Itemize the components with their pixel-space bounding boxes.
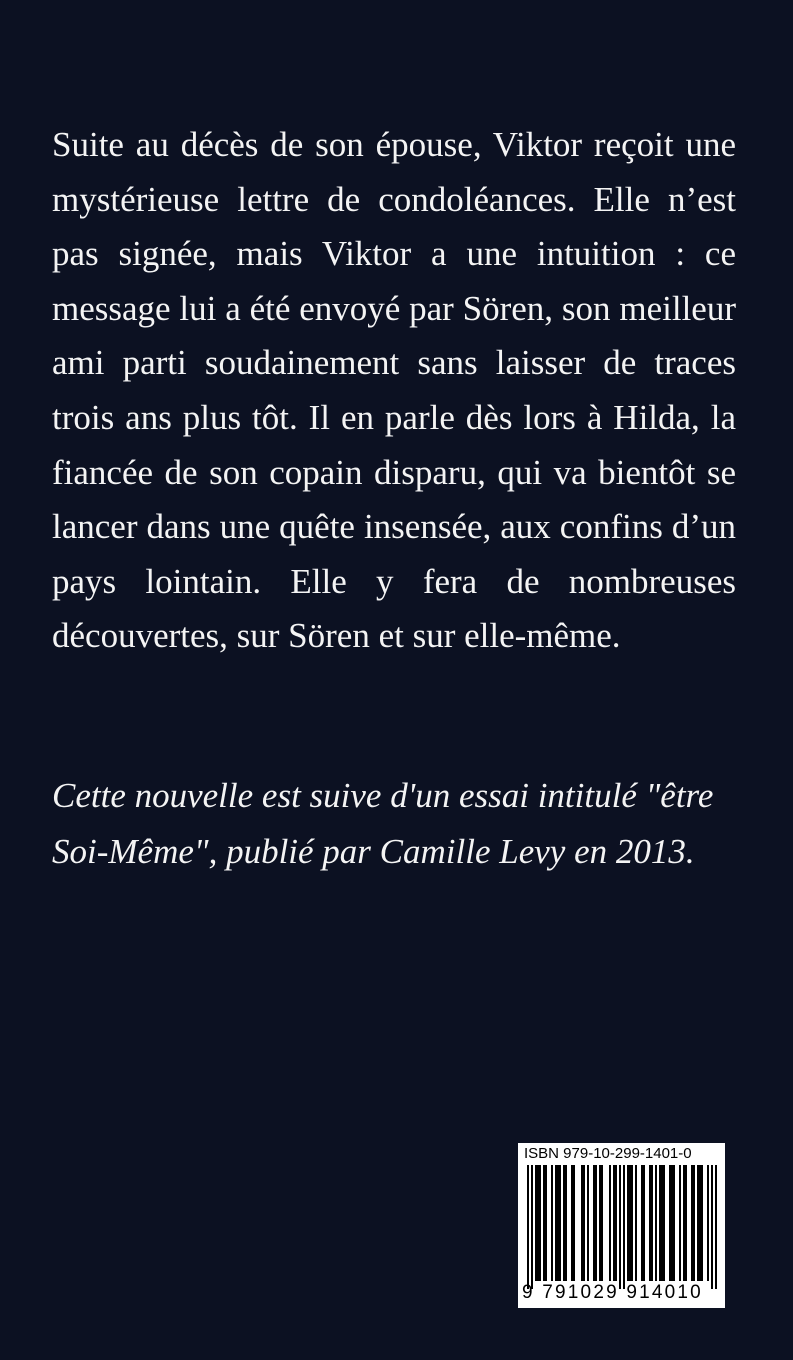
barcode-bar — [691, 1165, 693, 1281]
barcode-bar — [649, 1165, 651, 1281]
barcode-bar — [641, 1165, 643, 1281]
barcode-bar — [543, 1165, 545, 1281]
barcode-bar — [673, 1165, 675, 1281]
barcode-bar — [587, 1165, 589, 1281]
barcode-bar — [697, 1165, 699, 1281]
barcode-bar — [631, 1165, 633, 1281]
barcode-bar — [663, 1165, 665, 1281]
barcode-bar — [651, 1165, 653, 1281]
barcode-bar — [557, 1165, 559, 1281]
barcode-bar — [581, 1165, 583, 1281]
barcode-bar — [635, 1165, 637, 1281]
barcode-bar — [599, 1165, 601, 1281]
barcode-bar — [699, 1165, 701, 1281]
barcode-bar — [679, 1165, 681, 1281]
barcode-bar — [629, 1165, 631, 1281]
isbn-barcode — [518, 1143, 725, 1308]
isbn-label: ISBN 979-10-299-1401-0 — [524, 1145, 692, 1162]
barcode-bar — [659, 1165, 661, 1281]
barcode-bar — [661, 1165, 663, 1281]
barcode-bar — [583, 1165, 585, 1281]
barcode-bar — [643, 1165, 645, 1281]
barcode-bar — [707, 1165, 709, 1281]
barcode-bar — [711, 1165, 713, 1289]
barcode-bar — [593, 1165, 595, 1281]
barcode-bar — [531, 1165, 533, 1289]
barcode-bar — [595, 1165, 597, 1281]
barcode-bar — [537, 1165, 539, 1281]
barcode-bar — [623, 1165, 625, 1289]
barcode-bar — [601, 1165, 603, 1281]
ean-digits: 9 791029 914010 — [522, 1282, 703, 1303]
barcode-bar — [627, 1165, 629, 1281]
essay-note: Cette nouvelle est suive d'un essai intitulé "être Soi-Même", publié par Camille Levy en 2013. — [52, 776, 714, 871]
barcode-bar — [545, 1165, 547, 1281]
barcode-bar — [683, 1165, 685, 1281]
barcode-bar — [559, 1165, 561, 1281]
barcode-bar — [555, 1165, 557, 1281]
blurb-paragraph: Suite au décès de son épouse, Viktor reçoit une mystérieuse lettre de condoléances. Elle n’est pas signée, mais Viktor a une intuition : ce message lui a été envoyé par Sören, son meilleur ami parti soudainement sans laisser de traces trois ans plus tôt. Il en parle dès lors à Hilda, la fiancée de son copain disparu, qui va bientôt se lancer dans une quête insensée, aux confins d’un pays lointain. Elle y fera de nombreuses découvertes, sur Sören et sur elle-même. — [52, 125, 736, 656]
barcode-bar — [615, 1165, 617, 1281]
barcode-bar — [535, 1165, 537, 1281]
barcode-bar — [613, 1165, 615, 1281]
barcode-bar — [715, 1165, 717, 1289]
barcode-bar — [563, 1165, 565, 1281]
barcode-bar — [573, 1165, 575, 1281]
barcode-bar — [527, 1165, 529, 1289]
barcode-bar — [701, 1165, 703, 1281]
barcode-bar — [685, 1165, 687, 1281]
barcode-bar — [609, 1165, 611, 1281]
barcode-bar — [671, 1165, 673, 1281]
barcode-bar — [655, 1165, 657, 1281]
barcode-bar — [619, 1165, 621, 1289]
barcode-bar — [551, 1165, 553, 1281]
barcode-bar — [669, 1165, 671, 1281]
barcode-bar — [571, 1165, 573, 1281]
barcode-bar — [539, 1165, 541, 1281]
barcode-bar — [693, 1165, 695, 1281]
barcode-bar — [565, 1165, 567, 1281]
